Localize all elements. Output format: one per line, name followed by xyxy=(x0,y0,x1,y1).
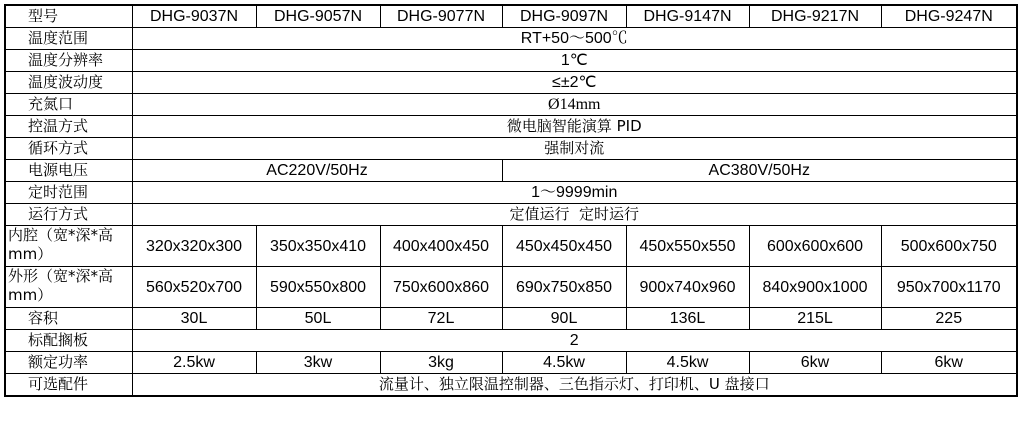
row-shelves xyxy=(5,330,1017,352)
outer-size-cell: 750x600x860 xyxy=(380,267,502,308)
label-temp-range: 温度范围 xyxy=(5,28,132,50)
rated-power-cell: 6kw xyxy=(881,352,1017,374)
row-volume xyxy=(5,308,1017,330)
label-nitrogen-port: 充氮口 xyxy=(5,94,132,116)
row-control-method xyxy=(5,116,1017,138)
chamber-size-cell: 450x450x450 xyxy=(502,226,626,267)
chamber-size-cell: 600x600x600 xyxy=(749,226,881,267)
rated-power-cell: 4.5kw xyxy=(502,352,626,374)
model-cell: DHG-9247N xyxy=(881,5,1017,28)
label-temp-fluctuation: 温度波动度 xyxy=(5,72,132,94)
chamber-size-cell: 400x400x450 xyxy=(380,226,502,267)
model-cell: DHG-9097N xyxy=(502,5,626,28)
outer-size-cell: 900x740x960 xyxy=(626,267,749,308)
model-cell: DHG-9037N xyxy=(132,5,256,28)
value-temp-fluctuation: ≤±2℃ xyxy=(132,72,1017,94)
label-power-voltage: 电源电压 xyxy=(5,160,132,182)
label-timer-range: 定时范围 xyxy=(5,182,132,204)
value-operation-mode: 定值运行 定时运行 xyxy=(132,204,1017,226)
value-temp-resolution: 1℃ xyxy=(132,50,1017,72)
label-circulation: 循环方式 xyxy=(5,138,132,160)
outer-size-cell: 590x550x800 xyxy=(256,267,380,308)
row-operation-mode xyxy=(5,204,1017,226)
row-model xyxy=(5,5,1017,28)
row-temp-range xyxy=(5,28,1017,50)
row-outer-size xyxy=(5,267,1017,308)
row-chamber-size xyxy=(5,226,1017,267)
chamber-size-cell: 450x550x550 xyxy=(626,226,749,267)
row-timer-range xyxy=(5,182,1017,204)
label-model: 型号 xyxy=(5,5,132,28)
rated-power-cell: 3kg xyxy=(380,352,502,374)
volume-cell: 50L xyxy=(256,308,380,330)
rated-power-cell: 2.5kw xyxy=(132,352,256,374)
volume-cell: 136L xyxy=(626,308,749,330)
outer-size-cell: 840x900x1000 xyxy=(749,267,881,308)
model-cell: DHG-9057N xyxy=(256,5,380,28)
label-volume: 容积 xyxy=(5,308,132,330)
spec-table xyxy=(4,4,1018,397)
value-nitrogen-port: Ø14mm xyxy=(132,94,1017,116)
outer-size-cell: 560x520x700 xyxy=(132,267,256,308)
volume-cell: 90L xyxy=(502,308,626,330)
chamber-size-cell: 350x350x410 xyxy=(256,226,380,267)
outer-size-cell: 690x750x850 xyxy=(502,267,626,308)
volume-cell: 72L xyxy=(380,308,502,330)
volume-cell: 30L xyxy=(132,308,256,330)
outer-size-cell: 950x700x1170 xyxy=(881,267,1017,308)
value-power-voltage-220: AC220V/50Hz xyxy=(132,160,502,182)
row-options xyxy=(5,374,1017,397)
rated-power-cell: 6kw xyxy=(749,352,881,374)
label-options: 可选配件 xyxy=(5,374,132,397)
value-temp-range: RT+50～500℃ xyxy=(132,28,1017,50)
rated-power-cell: 4.5kw xyxy=(626,352,749,374)
chamber-size-cell: 500x600x750 xyxy=(881,226,1017,267)
label-outer-size: 外形（宽*深*高 mm） xyxy=(5,267,132,308)
value-timer-range: 1～9999min xyxy=(132,182,1017,204)
chamber-size-cell: 320x320x300 xyxy=(132,226,256,267)
value-shelves: 2 xyxy=(132,330,1017,352)
row-temp-resolution xyxy=(5,50,1017,72)
label-chamber-size: 内腔（宽*深*高 mm） xyxy=(5,226,132,267)
value-options: 流量计、独立限温控制器、三色指示灯、打印机、U 盘接口 xyxy=(132,374,1017,397)
row-circulation xyxy=(5,138,1017,160)
model-cell: DHG-9217N xyxy=(749,5,881,28)
volume-cell: 215L xyxy=(749,308,881,330)
rated-power-cell: 3kw xyxy=(256,352,380,374)
label-operation-mode: 运行方式 xyxy=(5,204,132,226)
model-cell: DHG-9147N xyxy=(626,5,749,28)
label-control-method: 控温方式 xyxy=(5,116,132,138)
value-circulation: 强制对流 xyxy=(132,138,1017,160)
label-shelves: 标配搁板 xyxy=(5,330,132,352)
label-temp-resolution: 温度分辨率 xyxy=(5,50,132,72)
row-nitrogen-port xyxy=(5,94,1017,116)
row-temp-fluctuation xyxy=(5,72,1017,94)
value-control-method: 微电脑智能演算 PID xyxy=(132,116,1017,138)
model-cell: DHG-9077N xyxy=(380,5,502,28)
label-rated-power: 额定功率 xyxy=(5,352,132,374)
row-power-voltage xyxy=(5,160,1017,182)
volume-cell: 225 xyxy=(881,308,1017,330)
row-rated-power xyxy=(5,352,1017,374)
value-power-voltage-380: AC380V/50Hz xyxy=(502,160,1017,182)
